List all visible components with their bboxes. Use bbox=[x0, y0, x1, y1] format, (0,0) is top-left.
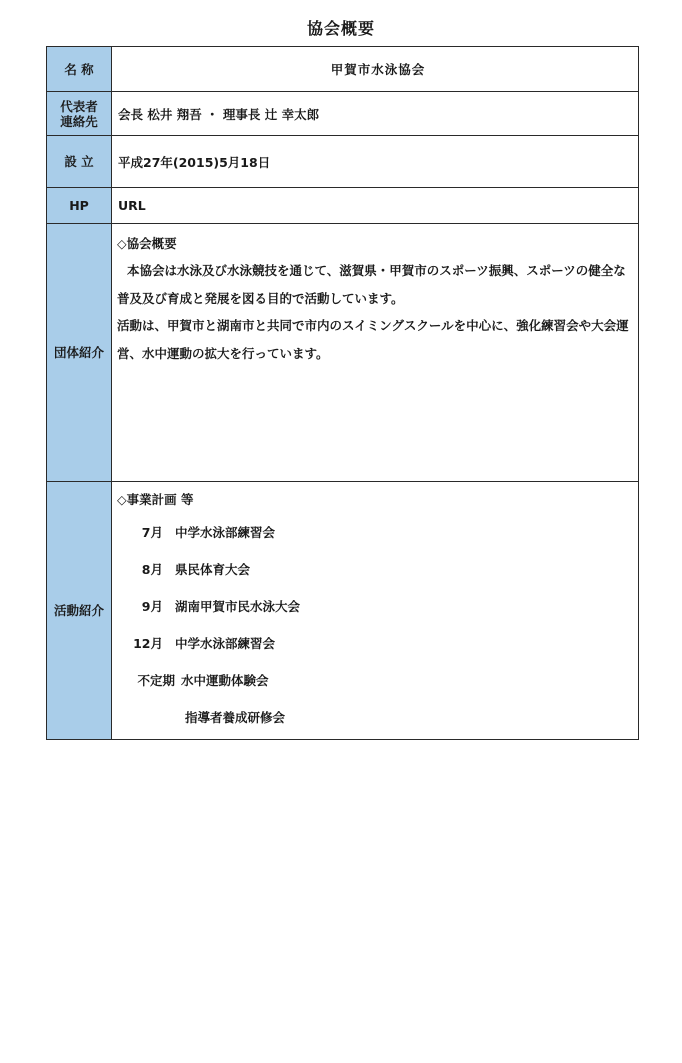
schedule-item bbox=[117, 588, 638, 625]
schedule-item bbox=[117, 662, 638, 699]
representative-label-line1: 代表者 bbox=[60, 98, 98, 114]
table-row-homepage bbox=[47, 188, 639, 224]
introduction-label: 団体紹介 bbox=[47, 224, 112, 482]
introduction-block bbox=[117, 224, 638, 367]
schedule-event: 中学水泳部練習会 bbox=[175, 525, 276, 540]
association-overview-table bbox=[46, 46, 639, 740]
schedule-month: 12月 bbox=[133, 636, 163, 651]
table-row-representative bbox=[47, 92, 639, 136]
schedule-item bbox=[117, 551, 638, 588]
schedule-item bbox=[117, 514, 638, 551]
homepage-label: HP bbox=[47, 188, 112, 224]
schedule-month: 8月 bbox=[141, 562, 163, 577]
activities-cell bbox=[112, 482, 639, 740]
name-label: 名 称 bbox=[47, 47, 112, 92]
introduction-paragraph-1: 本協会は水泳及び水泳競技を通じて、滋賀県・甲賀市のスポーツ振興、スポーツの健全な普及及び育成と発展を図る目的で活動しています。 bbox=[117, 263, 626, 306]
representative-label-line2: 連絡先 bbox=[60, 113, 98, 129]
schedule-event: 指導者養成研修会 bbox=[185, 710, 286, 725]
schedule-month: 7月 bbox=[141, 525, 163, 540]
schedule-list bbox=[117, 514, 638, 736]
schedule-event: 県民体育大会 bbox=[175, 562, 251, 577]
schedule-month: 不定期 bbox=[137, 673, 175, 688]
representative-value: 会長 松井 翔吾 ・ 理事長 辻 幸太郎 bbox=[112, 92, 639, 136]
schedule-event: 水中運動体験会 bbox=[181, 673, 269, 688]
schedule-item bbox=[117, 625, 638, 662]
introduction-paragraph-2: 活動は、甲賀市と湖南市と共同で市内のスイミングスクールを中心に、強化練習会や大会運営、水中運動の拡大を行っています。 bbox=[117, 318, 629, 361]
established-label: 設 立 bbox=[47, 136, 112, 188]
activities-label: 活動紹介 bbox=[47, 482, 112, 740]
schedule-event: 中学水泳部練習会 bbox=[175, 636, 276, 651]
established-value: 平成27年(2015)5月18日 bbox=[112, 136, 639, 188]
introduction-heading: ◇協会概要 bbox=[117, 236, 177, 251]
association-name: 甲賀市水泳協会 bbox=[112, 47, 639, 92]
schedule-month: 9月 bbox=[141, 599, 163, 614]
introduction-cell bbox=[112, 224, 639, 482]
homepage-value: URL bbox=[112, 188, 639, 224]
table-row-introduction bbox=[47, 224, 639, 482]
schedule-item bbox=[117, 699, 638, 736]
table-row-established bbox=[47, 136, 639, 188]
schedule-event: 湖南甲賀市民水泳大会 bbox=[175, 599, 301, 614]
page-title: 協会概要 bbox=[306, 19, 375, 38]
activities-heading: ◇事業計画 等 bbox=[117, 492, 194, 507]
activities-block bbox=[117, 482, 638, 736]
representative-label bbox=[47, 92, 112, 136]
table-row-name bbox=[47, 47, 639, 92]
table-row-activities bbox=[47, 482, 639, 740]
